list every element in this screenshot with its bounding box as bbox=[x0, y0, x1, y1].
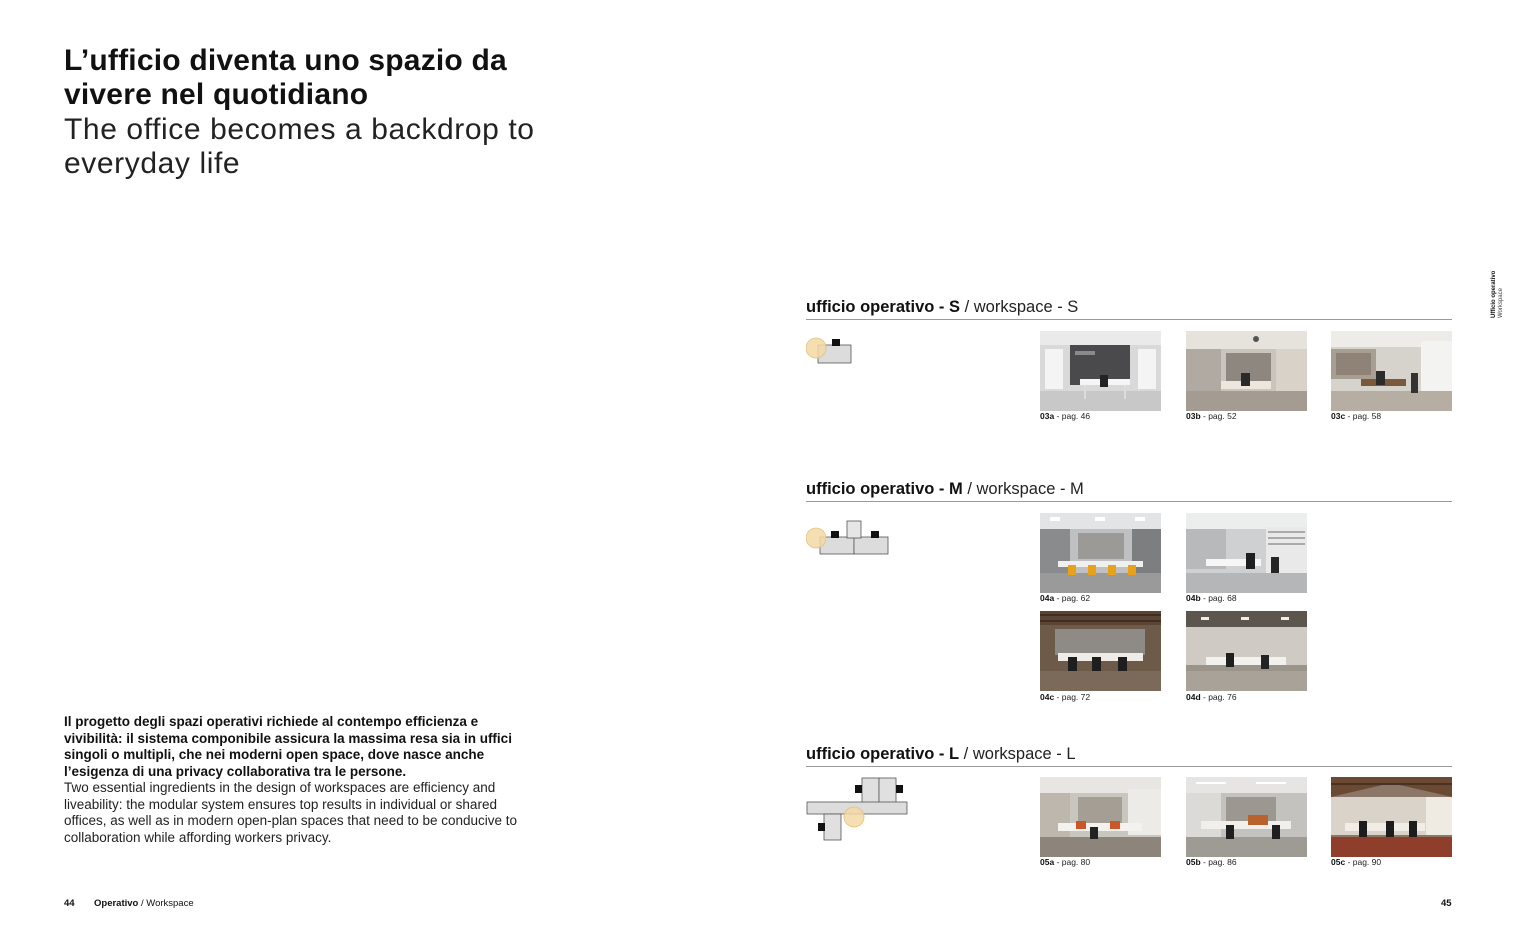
photo-05a[interactable] bbox=[1040, 777, 1161, 857]
section-heading-english: / workspace - M bbox=[962, 480, 1084, 498]
section-heading-italian: ufficio operativo - L bbox=[806, 745, 960, 763]
footer-section-rest: / Workspace bbox=[138, 898, 194, 909]
caption-04b bbox=[1186, 593, 1237, 603]
caption-05a bbox=[1040, 857, 1090, 867]
page-number-right: 45 bbox=[1441, 898, 1452, 909]
caption-page: - pag. 58 bbox=[1345, 411, 1382, 421]
caption-page: - pag. 52 bbox=[1200, 411, 1237, 421]
side-tab bbox=[1491, 258, 1505, 318]
section-heading-english: / workspace - L bbox=[959, 745, 1076, 763]
caption-page: - pag. 76 bbox=[1200, 692, 1237, 702]
photo-05b[interactable] bbox=[1186, 777, 1307, 857]
section-heading-m bbox=[806, 480, 1452, 502]
caption-page: - pag. 72 bbox=[1054, 692, 1091, 702]
caption-page: - pag. 62 bbox=[1054, 593, 1091, 603]
page-subtitle: The office becomes a backdrop to everyday life bbox=[64, 113, 535, 180]
caption-05b bbox=[1186, 857, 1237, 867]
caption-04a bbox=[1040, 593, 1090, 603]
page-title: L’ufficio diventa uno spazio da vivere nel quotidiano bbox=[64, 44, 507, 111]
intro-paragraph-italian: Il progetto degli spazi operativi richiede al contempo efficienza e vivibilità: il sistema componibile assicura la massima resa sia in uffici singoli o multipli, che nei moderni open space, dove nasce anche l’esigenza di una privacy collaborativa tra le persone. bbox=[64, 714, 512, 779]
caption-04d bbox=[1186, 692, 1237, 702]
caption-code: 03c bbox=[1331, 411, 1346, 421]
page-number-left: 44 bbox=[64, 898, 75, 909]
caption-page: - pag. 86 bbox=[1200, 857, 1237, 867]
caption-05c bbox=[1331, 857, 1381, 867]
caption-code: 05b bbox=[1186, 857, 1201, 867]
photo-04a[interactable] bbox=[1040, 513, 1161, 593]
caption-03c bbox=[1331, 411, 1381, 421]
side-tab-subtitle: Workspace bbox=[1498, 288, 1504, 318]
floor-plan-icon-m bbox=[806, 519, 892, 557]
caption-page: - pag. 80 bbox=[1054, 857, 1091, 867]
photo-04d[interactable] bbox=[1186, 611, 1307, 691]
running-footer bbox=[94, 898, 194, 909]
caption-code: 04d bbox=[1186, 692, 1201, 702]
caption-code: 05a bbox=[1040, 857, 1055, 867]
photo-05c[interactable] bbox=[1331, 777, 1452, 857]
caption-04c bbox=[1040, 692, 1090, 702]
photo-03b[interactable] bbox=[1186, 331, 1307, 411]
section-heading-l bbox=[806, 745, 1452, 767]
section-heading-english: / workspace - S bbox=[960, 298, 1079, 316]
caption-03a bbox=[1040, 411, 1090, 421]
caption-code: 03a bbox=[1040, 411, 1055, 421]
footer-section-bold: Operativo bbox=[94, 898, 139, 909]
section-heading-s bbox=[806, 298, 1452, 320]
caption-code: 04a bbox=[1040, 593, 1055, 603]
section-heading-italian: ufficio operativo - S bbox=[806, 298, 961, 316]
section-heading-italian: ufficio operativo - M bbox=[806, 480, 963, 498]
caption-code: 04b bbox=[1186, 593, 1201, 603]
caption-page: - pag. 68 bbox=[1200, 593, 1237, 603]
intro-paragraph-english: Two essential ingredients in the design of workspaces are efficiency and liveability: the modular system ensures top results in individual or shared offices, as well as in modern open-plan spaces that need to be conducive to collaboration while affording workers privacy. bbox=[64, 780, 518, 845]
photo-04b[interactable] bbox=[1186, 513, 1307, 593]
caption-page: - pag. 90 bbox=[1345, 857, 1382, 867]
side-tab-title: Ufficio operativo bbox=[1491, 270, 1497, 318]
floor-plan-icon-s bbox=[806, 336, 854, 366]
caption-code: 03b bbox=[1186, 411, 1201, 421]
photo-04c[interactable] bbox=[1040, 611, 1161, 691]
caption-03b bbox=[1186, 411, 1237, 421]
caption-code: 05c bbox=[1331, 857, 1346, 867]
caption-code: 04c bbox=[1040, 692, 1055, 702]
floor-plan-icon-l bbox=[806, 776, 910, 842]
photo-03c[interactable] bbox=[1331, 331, 1452, 411]
caption-page: - pag. 46 bbox=[1054, 411, 1091, 421]
photo-03a[interactable] bbox=[1040, 331, 1161, 411]
